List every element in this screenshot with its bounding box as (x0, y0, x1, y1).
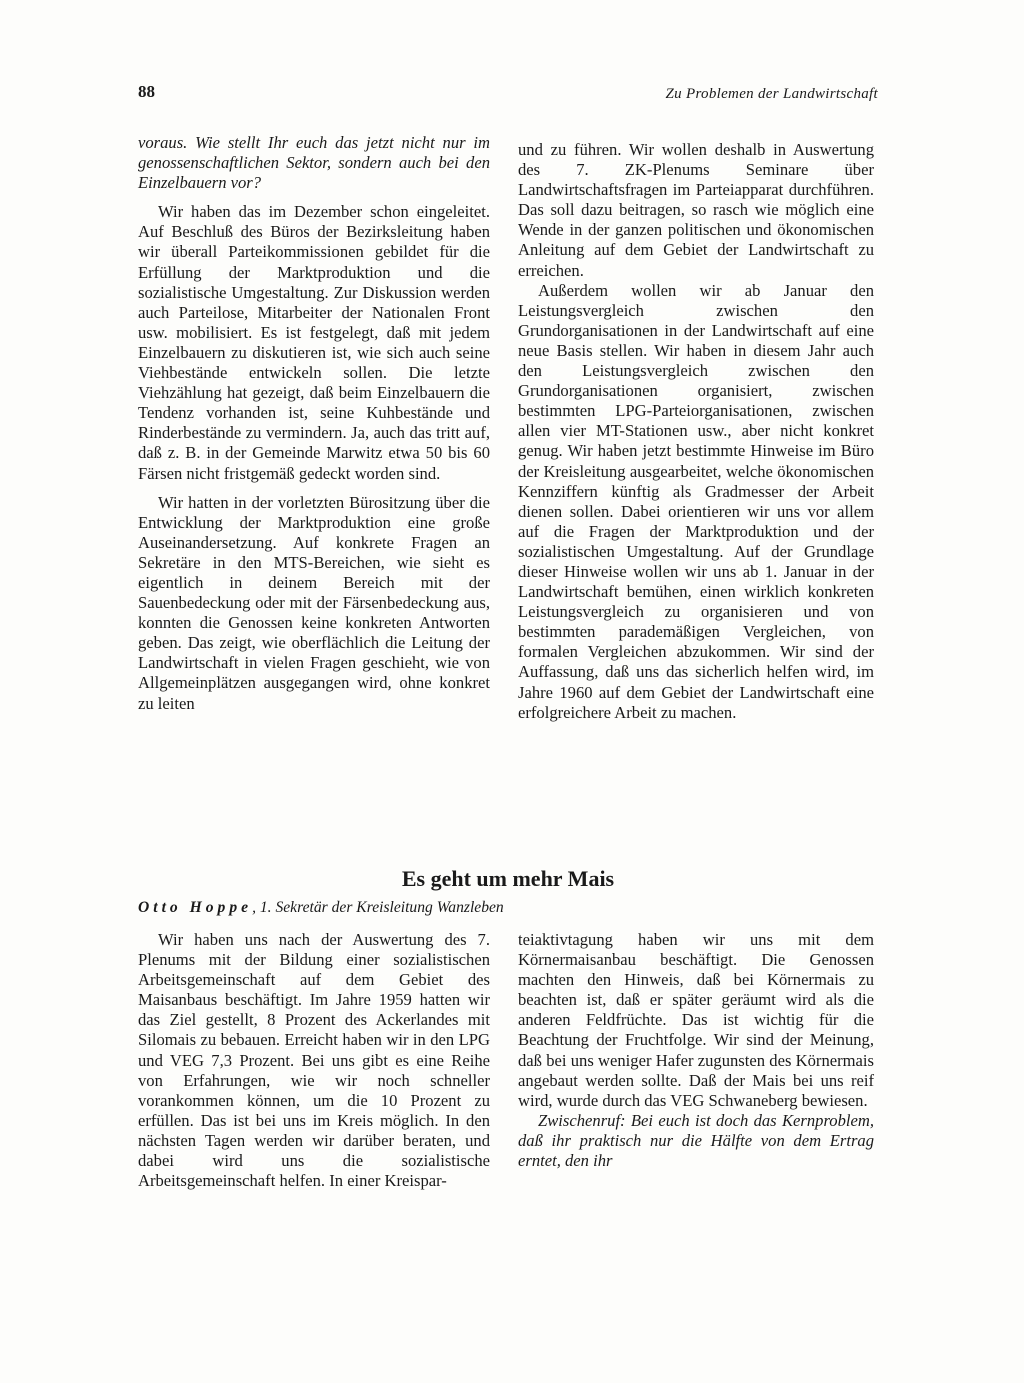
author-name: Otto Hoppe (138, 899, 253, 916)
interjection: Zwischenruf: Bei euch ist doch das Kernproblem, daß ihr praktisch nur die Hälfte von dem Ertrag erntet, den ihr (518, 1110, 874, 1171)
column-right-top (518, 140, 874, 723)
author-role: , 1. Sekretär der Kreisleitung Wanzleben (252, 899, 504, 916)
page-number: 88 (138, 82, 155, 101)
column-left-bottom (138, 930, 490, 1191)
paragraph: Wir haben das im Dezember schon eingeleitet. Auf Beschluß des Büros der Bezirksleitung haben wir überall Parteikommissionen gebildet für die Erfüllung der Marktproduktion und die sozialistische Umgestaltung. Zur Diskussion werden auch Parteilose, Mitarbeiter der Nationalen Front usw. mobilisiert. Es ist festgelegt, daß mit jedem Einzelbauern zu diskutieren ist, wie sich auch seine Viehbestände entwickeln sollen. Die letzte Viehzählung hat gezeigt, daß beim Einzelbauern die Tendenz vorhanden ist, seine Kuhbestände und Rinderbestände zu vermindern. Ja, auch das tritt auf, daß z. B. in der Gemeinde Marwitz etwa 50 bis 60 Färsen nicht fristgemäß gedeckt worden sind. (138, 202, 490, 483)
byline (138, 899, 878, 917)
column-left-top (138, 133, 490, 714)
page-header (138, 82, 878, 108)
column-right-bottom (518, 930, 874, 1171)
paragraph: Wir hatten in der vorletzten Bürositzung über die Entwicklung der Marktproduktion eine große Auseinandersetzung. Auf konkrete Fragen an Sekretäre in den MTS-Bereichen, wie sieht es eigentlich in deinem Bereich mit der Sauenbedeckung oder mit der Färsenbedeckung aus, konnten die Genossen keine konkreten Antworten geben. Das zeigt, wie oberflächlich die Leitung der Landwirtschaft in vielen Fragen geschieht, wie von Allgemeinplätzen ausgegangen wird, ohne konkret zu leiten (138, 492, 490, 713)
running-head: Zu Problemen der Landwirtschaft (665, 86, 878, 102)
paragraph: Außerdem wollen wir ab Januar den Leistungsvergleich zwischen den Grundorganisationen in der Landwirtschaft auf eine neue Basis stellen. Wir haben in diesem Jahr auch den Leistungsvergleich zwischen den Grundorganisationen organisiert, zwischen bestimmten LPG-Parteiorganisationen, zwischen allen vier MT-Stationen usw., aber nicht konkret genug. Wir haben jetzt bestimmte Hinweise im Büro der Kreisleitung ausgearbeitet, welche ökonomischen Kennziffern künftig als Gradmesser der Arbeit dienen sollen. Dabei orientieren wir uns vor allem auf die Fragen der Marktproduktion und der sozialistischen Umgestaltung. Auf der Grundlage dieser Hinweise wollen wir uns ab 1. Januar in der Landwirtschaft bemühen, einen wirklich konkreten Leistungsvergleich zu organisieren und von bestimmten parademäßigen Vergleichen, von formalen Vergleichen abzukommen. Wir sind der Auffassung, daß uns das sicherlich helfen wird, im Jahre 1960 auf dem Gebiet der Landwirtschaft eine erfolgreichere Arbeit zu machen. (518, 280, 874, 722)
paragraph: teiaktivtagung haben wir uns mit dem Körnermaisanbau beschäftigt. Die Genossen machten den Hinweis, daß bei Körnermais zu beachten ist, daß er später geräumt wird als die anderen Feldfrüchte. Das ist wichtig für die Beachtung der Fruchtfolge. Wir sind der Meinung, daß bei uns weniger Hafer zugunsten des Körnermais angebaut werden sollte. Daß der Mais bei uns reif wird, wurde durch das VEG Schwaneberg bewiesen. (518, 930, 874, 1110)
section-title: Es geht um mehr Mais (401, 866, 615, 891)
interview-question: voraus. Wie stellt Ihr euch das jetzt nicht nur im genossenschaftlichen Sektor, sondern auch bei den Einzelbauern vor? (138, 133, 490, 193)
paragraph: Wir haben uns nach der Auswertung des 7. Plenums mit der Bildung einer sozialistischen Arbeitsgemeinschaft auf dem Gebiet des Maisanbaus beschäftigt. Im Jahre 1959 hatten wir das Ziel gestellt, 8 Prozent des Ackerlandes mit Silomais zu bebauen. Erreicht haben wir in den LPG und VEG 7,3 Prozent. Bei uns gibt es eine Reihe von Erfahrungen, wie wir noch schneller vorankommen können, um die 10 Prozent zu erfüllen. Das ist bei uns im Kreis möglich. In den nächsten Tagen werden wir darüber beraten, und dabei wird uns die sozialistische Arbeitsgemeinschaft helfen. In einer Kreispar- (138, 930, 490, 1191)
paragraph: und zu führen. Wir wollen deshalb in Auswertung des 7. ZK-Plenums Seminare über Landwirtschaftsfragen im Parteiapparat durchführen. Das soll dazu beitragen, so rasch wie möglich eine Wende in der ganzen politischen und ökonomischen Anleitung auf dem Gebiet der Landwirtschaft zu erreichen. (518, 140, 874, 280)
